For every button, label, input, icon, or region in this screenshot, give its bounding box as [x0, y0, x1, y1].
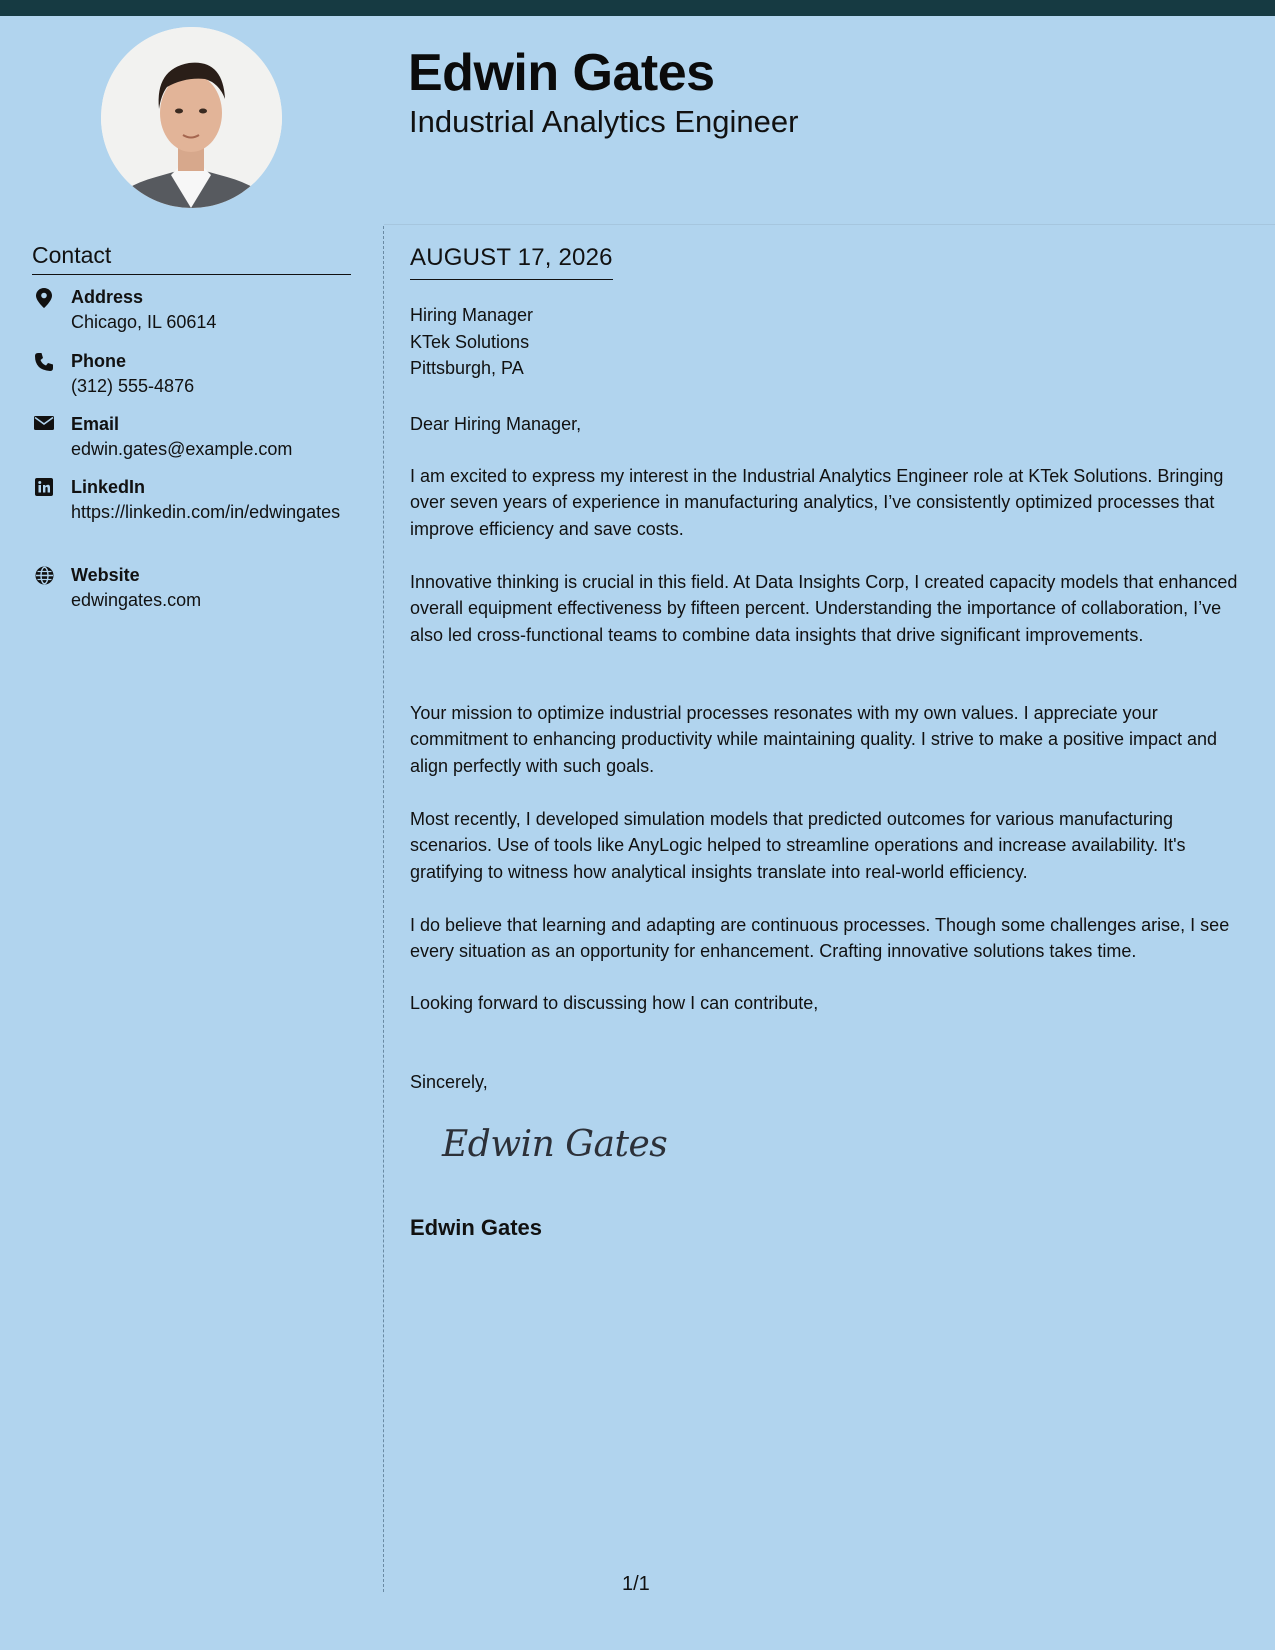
- linkedin-icon: [32, 478, 56, 500]
- salutation: Dear Hiring Manager,: [410, 414, 582, 434]
- signer-name: Edwin Gates: [410, 1215, 543, 1240]
- website-label: Website: [71, 565, 140, 585]
- closing-line: Looking forward to discussing how I can contribute,: [410, 993, 819, 1013]
- letter-date: AUGUST 17, 2026: [410, 243, 613, 280]
- recipient-line: Pittsburgh, PA: [410, 358, 524, 378]
- body-paragraph: Innovative thinking is crucial in this field. At Data Insights Corp, I created capacity models that enhanced overall equipment effectiveness by fifteen percent. Understanding the importance of collaboration, I’ve also led cross-functional teams to combine data insights that drive significant improvements.: [410, 572, 1238, 645]
- contact-heading: Contact: [32, 241, 351, 275]
- phone-value[interactable]: (312) 555-4876: [71, 376, 195, 396]
- body-paragraph: I am excited to express my interest in the Industrial Analytics Engineer role at KTek Solutions. Bringing over seven years of experience in manufacturing analytics, I’ve consistently optimized processes that improve efficiency and save costs.: [410, 466, 1224, 539]
- email-value[interactable]: edwin.gates@example.com: [71, 439, 293, 459]
- signature: Edwin Gates: [442, 1124, 668, 1165]
- linkedin-value[interactable]: https://linkedin.com/in/edwingates: [71, 502, 341, 522]
- body-paragraph: Your mission to optimize industrial processes resonates with my own values. I appreciate your commitment to enhancing productivity while maintaining quality. I strive to make a positive impact and align perfectly with such goals.: [410, 703, 1218, 776]
- body-paragraph: I do believe that learning and adapting are continuous processes. Though some challenges arise, I see every situation as an opportunity for enhancement. Crafting innovative solutions takes time.: [410, 915, 1230, 962]
- page-indicator: 1/1: [622, 1573, 650, 1595]
- column-divider: [383, 226, 384, 1592]
- job-title: Industrial Analytics Engineer: [409, 104, 799, 139]
- address-value: Chicago, IL 60614: [71, 312, 217, 332]
- linkedin-label: LinkedIn: [71, 477, 146, 497]
- recipient-line: KTek Solutions: [410, 331, 530, 352]
- recipient-block: [410, 302, 533, 382]
- top-bar: [0, 0, 1275, 16]
- globe-icon: [32, 566, 56, 588]
- body-paragraph: Most recently, I developed simulation models that predicted outcomes for various manufacturing scenarios. Use of tools like AnyLogic helped to streamline operations and increase availability. It's gratifying to witness how analytical insights translate into real-world efficiency.: [410, 809, 1186, 882]
- envelope-icon: [32, 415, 56, 437]
- location-pin-icon: [32, 288, 56, 310]
- address-label: Address: [71, 287, 144, 307]
- candidate-name: Edwin Gates: [408, 44, 715, 102]
- phone-label: Phone: [71, 351, 127, 371]
- phone-icon: [32, 352, 56, 374]
- profile-photo: [101, 27, 282, 208]
- header-divider: [384, 224, 1275, 225]
- sign-off: Sincerely,: [410, 1072, 488, 1092]
- recipient-line: Hiring Manager: [410, 305, 534, 325]
- email-label: Email: [71, 414, 120, 434]
- website-value[interactable]: edwingates.com: [71, 590, 202, 610]
